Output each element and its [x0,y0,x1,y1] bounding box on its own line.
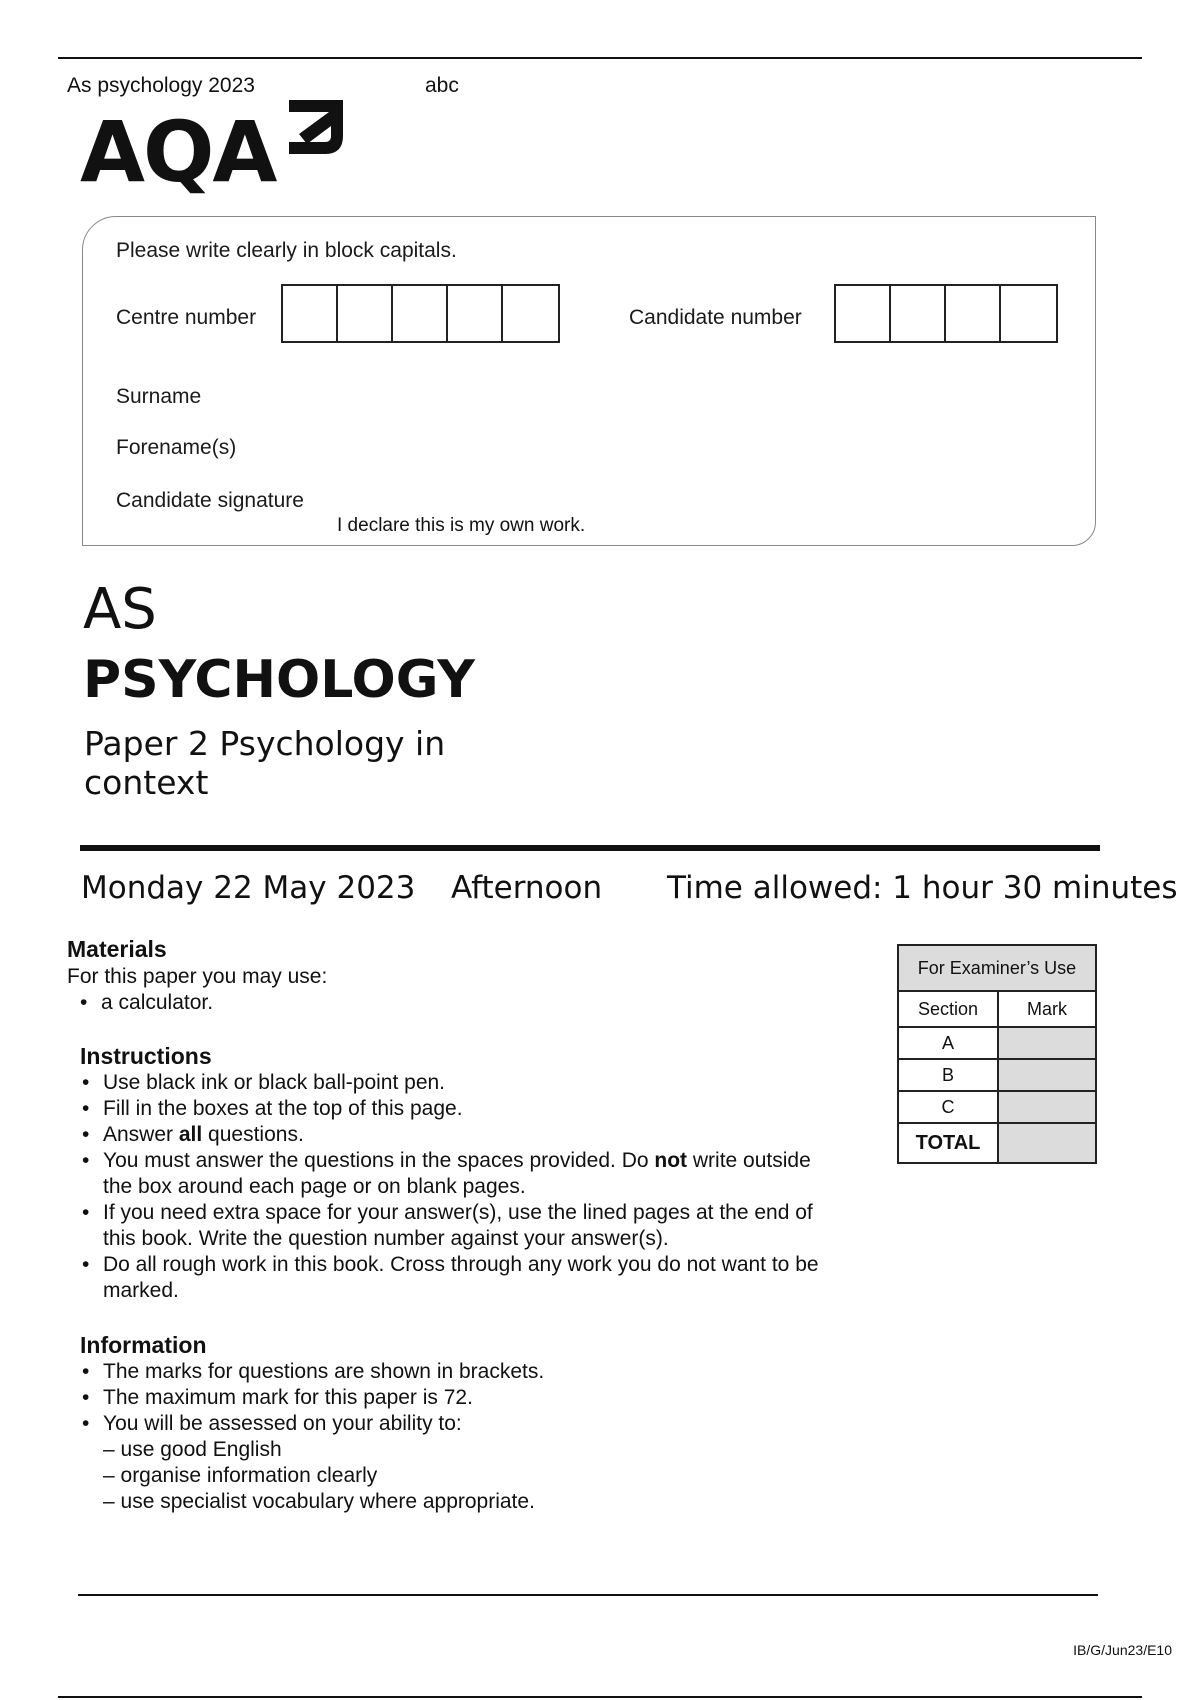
centre-digit-box[interactable] [283,286,338,341]
total-label: TOTAL [898,1123,998,1163]
centre-digit-box[interactable] [448,286,503,341]
instructions-list [80,1070,840,1304]
time-allowed: Time allowed: 1 hour 30 minutes [667,870,1178,906]
candidate-digit-box[interactable] [836,286,891,341]
page-bottom-rule [58,1696,1142,1698]
subject-title: PSYCHOLOGY [83,650,475,710]
examiner-use-table [897,944,1097,1164]
instruction-emphasis: all [178,1123,203,1146]
tag-label: abc [425,74,459,97]
declaration-text: I declare this is my own work. [337,515,586,536]
mark-cell [998,1027,1096,1059]
mark-cell [998,1059,1096,1091]
examiner-table-title: For Examiner’s Use [898,945,1096,991]
centre-digit-box[interactable] [503,286,558,341]
exam-session: Afternoon [451,870,603,906]
section-cell: C [898,1091,998,1123]
instruction-text: You must answer the questions in the spaces provided. Do [103,1149,655,1172]
doc-label: As psychology 2023 [67,74,255,97]
materials-item: • a calculator. [78,990,213,1016]
materials-intro: For this paper you may use: [67,965,328,988]
materials-heading: Materials [67,936,167,962]
mark-cell [998,1091,1096,1123]
centre-digit-box[interactable] [393,286,448,341]
paper-title-line1: Paper 2 Psychology in [84,724,446,763]
information-text: You will be assessed on your ability to: [103,1412,462,1435]
centre-number-field[interactable] [281,284,560,343]
candidate-digit-box[interactable] [891,286,946,341]
footer-code: IB/G/Jun23/E10 [1073,1642,1172,1658]
instruction-item: • If you need extra space for your answer(s), use the lined pages at the end of this book. Write the question number against your answer(s). [80,1200,840,1252]
section-cell: B [898,1059,998,1091]
criterion: – organise information clearly [103,1464,378,1487]
block-capitals-instruction: Please write clearly in block capitals. [116,239,457,262]
instruction-item: • Use black ink or black ball-point pen. [80,1070,840,1096]
information-item [80,1411,840,1515]
information-item: • The maximum mark for this paper is 72. [80,1385,840,1411]
level-title: AS [83,577,157,642]
assessment-criteria [103,1437,840,1515]
instruction-text: Answer [103,1123,179,1146]
mark-column-header: Mark [998,991,1096,1027]
logo-text: AQA [80,103,276,201]
instruction-item [80,1122,840,1148]
candidate-number-label: Candidate number [629,306,802,329]
bottom-divider [78,1594,1098,1596]
total-mark-cell [998,1123,1096,1163]
centre-number-label: Centre number [116,306,257,329]
section-cell: A [898,1027,998,1059]
exam-date: Monday 22 May 2023 [81,870,416,906]
information-list [80,1359,840,1515]
section-column-header: Section [898,991,998,1027]
candidate-digit-box[interactable] [1001,286,1056,341]
instruction-text: questions. [202,1123,304,1146]
materials-list [78,990,213,1016]
information-heading: Information [80,1332,207,1358]
criterion: – use good English [103,1438,282,1461]
forename-label: Forename(s) [116,436,237,459]
signature-label: Candidate signature [116,489,304,512]
top-rule [58,57,1142,59]
aqa-logo [80,96,350,201]
thick-divider [80,845,1100,851]
candidate-number-field[interactable] [834,284,1058,343]
instruction-emphasis: not [654,1149,688,1172]
logo-mark-icon [285,96,347,160]
instruction-item [80,1148,840,1200]
instruction-text: write outside the box around each page or on blank pages. [103,1149,811,1198]
instruction-item: • Fill in the boxes at the top of this page. [80,1096,840,1122]
candidate-digit-box[interactable] [946,286,1001,341]
paper-title-line2: context [84,763,209,802]
information-item: • The marks for questions are shown in brackets. [80,1359,840,1385]
instructions-heading: Instructions [80,1043,212,1069]
instruction-item: • Do all rough work in this book. Cross through any work you do not want to be marked. [80,1252,840,1304]
surname-label: Surname [116,385,202,408]
criterion: – use specialist vocabulary where appropriate. [103,1490,535,1513]
centre-digit-box[interactable] [338,286,393,341]
